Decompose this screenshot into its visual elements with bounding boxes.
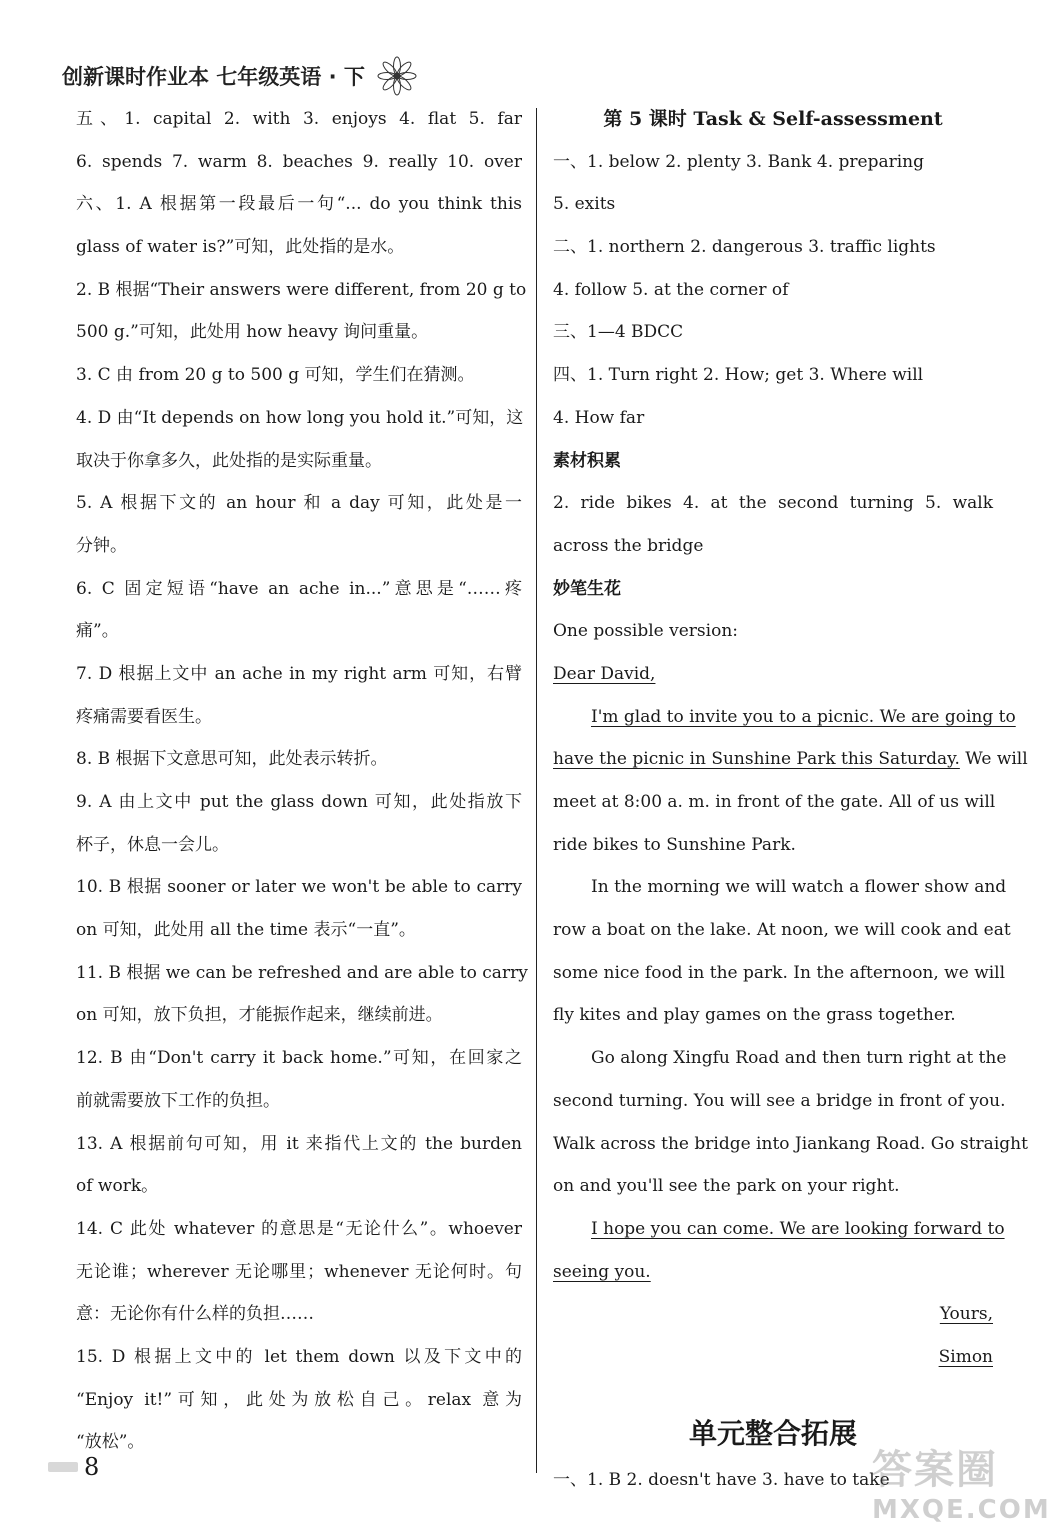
letter-p4-line: I hope you can come. We are looking forward to (591, 1218, 1005, 1239)
right-sucai-line: 2. ride bikes 4. at the second turning 5. walk (553, 493, 993, 514)
left-col-line: on 可知，此处用 all the time 表示“一直”。 (76, 920, 416, 941)
column-divider (536, 108, 537, 1473)
left-col-line: 无论谁；wherever 无论哪里；whenever 无论何时。句 (76, 1261, 522, 1282)
sucai-answers (553, 482, 993, 567)
left-col-line: 500 g.”可知，此处用 how heavy 询问重量。 (76, 322, 429, 343)
flower-icon (375, 56, 419, 96)
right-sucai-line: across the bridge (553, 535, 704, 556)
left-col-line: 6. C 固定短语“have an ache in...”意思是“……疼 (76, 578, 522, 599)
left-col-line: 疼痛需要看医生。 (76, 706, 212, 727)
page-number: 8 (48, 1447, 99, 1487)
left-col-line: 9. A 由上文中 put the glass down 可知，此处指放下 (76, 792, 522, 812)
lesson-title: 第 5 课时 Task & Self-assessment (603, 108, 943, 130)
left-col-line: 意：无论你有什么样的负担…… (76, 1304, 314, 1325)
letter-p1-line: I'm glad to invite you to a picnic. We are going to (591, 706, 1016, 727)
left-col-line: 痛”。 (76, 621, 119, 642)
right-a-line: 4. follow 5. at the corner of (553, 279, 789, 300)
left-col-line: 前就需要放下工作的负担。 (76, 1090, 280, 1111)
page-tab-icon (48, 1462, 78, 1472)
left-col-line: 6. spends 7. warm 8. beaches 9. really 10. over (76, 151, 522, 172)
right-a-line: 三、1—4 BDCC (553, 322, 684, 343)
left-col-line: 4. D 由“It depends on how long you hold it.”可知，这 (76, 407, 524, 428)
watermark-url: MXQE.COM (872, 1495, 1051, 1525)
left-col-line: “放松”。 (76, 1432, 145, 1453)
left-col-line: on 可知，放下负担，才能振作起来，继续前进。 (76, 1005, 443, 1026)
left-col-line: 取决于你拿多久，此处指的是实际重量。 (76, 450, 382, 471)
letter-closing: Yours, (939, 1304, 993, 1325)
right-a-line: 四、1. Turn right 2. How; get 3. Where will (553, 365, 924, 386)
letter-signature: Simon (938, 1346, 993, 1367)
right-column (553, 98, 1028, 1501)
unit-title: 单元整合拓展 (688, 1416, 857, 1450)
letter-paragraph-2 (553, 866, 1011, 1037)
unit-answer-line: 一、1. B 2. doesn't have 3. have to take (553, 1469, 890, 1490)
lesson-answers (553, 141, 993, 440)
left-col-line: 10. B 根据 sooner or later we won't be able to carry (76, 877, 522, 898)
p3-line: Walk across the bridge into Jiankang Road. Go straight (553, 1133, 1028, 1154)
p3-line: second turning. You will see a bridge in front of you. (553, 1090, 1006, 1111)
left-col-line: 杯子，休息一会儿。 (76, 834, 229, 855)
p3-line: on and you'll see the park on your right. (553, 1176, 900, 1197)
header-title: 创新课时作业本 七年级英语 · 下 (62, 65, 365, 89)
intro-line: One possible version: (553, 621, 738, 642)
sucai-heading: 素材积累 (553, 450, 621, 471)
p2-line: row a boat on the lake. At noon, we will cook and eat (553, 920, 1011, 941)
left-col-line: glass of water is?”可知，此处指的是水。 (76, 237, 405, 258)
watermark (872, 1438, 1052, 1528)
running-header (62, 58, 419, 94)
left-col-line: 15. D 根据上文中的 let them down 以及下文中的 (76, 1346, 522, 1367)
right-a-line: 二、1. northern 2. dangerous 3. traffic lights (553, 237, 936, 258)
p2-line: fly kites and play games on the grass together. (553, 1005, 956, 1026)
left-col-line: 12. B 由“Don't carry it back home.”可知，在回家之 (76, 1048, 522, 1069)
left-col-line: 7. D 根据上文中 an ache in my right arm 可知，右臂 (76, 663, 522, 684)
left-col-line: 14. C 此处 whatever 的意思是“无论什么”。whoever (76, 1218, 522, 1239)
left-col-line: 3. C 由 from 20 g to 500 g 可知，学生们在猜测。 (76, 365, 475, 386)
left-col-line: 13. A 根据前句可知，用 it 来指代上文的 the burden (76, 1133, 522, 1154)
left-col-line: 五、1. capital 2. with 3. enjoys 4. flat 5. far (76, 109, 522, 129)
left-col-line: “Enjoy it!”可知，此处为放松自己。relax 意为 (76, 1389, 522, 1410)
letter-greeting: Dear David, (553, 663, 656, 684)
right-a-line: 一、1. below 2. plenty 3. Bank 4. preparing (553, 151, 924, 172)
plain-text: We will (959, 749, 1028, 770)
underlined-text: seeing you. (553, 1261, 651, 1282)
p2-line: some nice food in the park. In the afternoon, we will (553, 962, 1006, 983)
left-col-line: 六、1. A 根据第一段最后一句“... do you think this (76, 194, 522, 215)
p2-line: In the morning we will watch a flower show and (591, 877, 1007, 898)
watermark-logo: 答案圈 (872, 1447, 998, 1493)
letter-p1-line: meet at 8:00 a. m. in front of the gate. All of us will (553, 792, 996, 812)
right-a-line: 4. How far (553, 407, 645, 428)
underlined-text: have the picnic in Sunshine Park this Saturday. (553, 749, 960, 770)
miaobi-heading: 妙笔生花 (553, 578, 621, 599)
left-col-line: 5. A 根据下文的 an hour 和 a day 可知，此处是一 (76, 493, 522, 514)
letter-p1-line (553, 738, 1028, 781)
p3-line: Go along Xingfu Road and then turn right at the (591, 1048, 1007, 1069)
left-col-line: of work。 (76, 1176, 159, 1197)
right-a-line: 5. exits (553, 194, 616, 215)
left-col-line: 8. B 根据下文意思可知，此处表示转折。 (76, 749, 388, 770)
left-col-line: 2. B 根据“Their answers were different, from 20 g to (76, 279, 527, 300)
letter-p1-line: ride bikes to Sunshine Park. (553, 834, 796, 855)
letter-paragraph-3 (553, 1037, 1028, 1208)
letter-p4-line (553, 1251, 993, 1294)
left-col-line: 分钟。 (76, 535, 127, 556)
left-column (76, 98, 528, 1464)
left-col-line: 11. B 根据 we can be refreshed and are able to carry (76, 962, 528, 983)
